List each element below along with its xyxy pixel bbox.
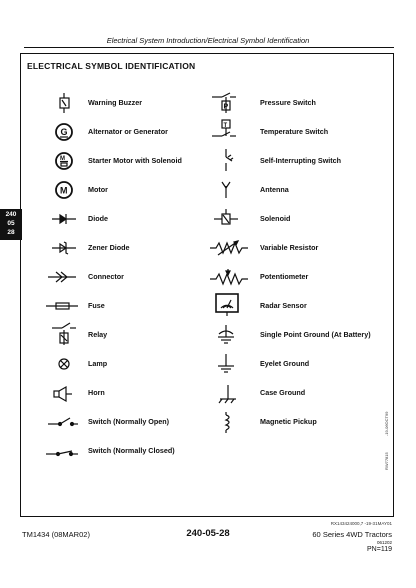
solenoid-icon bbox=[208, 209, 252, 229]
header-rule bbox=[24, 47, 394, 48]
antenna-icon bbox=[208, 180, 252, 200]
symbol-label: Pressure Switch bbox=[260, 98, 316, 107]
symbol-label: Variable Resistor bbox=[260, 243, 319, 252]
fuse-icon bbox=[36, 296, 80, 316]
case-ground-icon bbox=[208, 383, 252, 403]
symbol-label: Zener Diode bbox=[88, 243, 130, 252]
symbol-label: Horn bbox=[88, 388, 105, 397]
footer-date: 061202 bbox=[376, 540, 392, 545]
motor-icon bbox=[36, 180, 80, 200]
symbol-label: Starter Motor with Solenoid bbox=[88, 156, 182, 165]
symbol-label: Single Point Ground (At Battery) bbox=[260, 330, 371, 339]
bottom-code: RX143424000,7 -19-31MAY01 bbox=[330, 521, 392, 526]
symbol-label: Antenna bbox=[260, 185, 289, 194]
symbol-label: Switch (Normally Closed) bbox=[88, 446, 175, 455]
footer-product: 60 Series 4WD Tractors bbox=[312, 530, 392, 539]
switch-normally-closed-icon bbox=[36, 441, 80, 461]
symbol-label: Solenoid bbox=[260, 214, 291, 223]
switch-normally-open-icon bbox=[36, 412, 80, 432]
relay-icon bbox=[36, 325, 80, 345]
magnetic-pickup-icon bbox=[208, 412, 252, 432]
symbol-label: Switch (Normally Open) bbox=[88, 417, 170, 426]
pressure-switch-icon bbox=[208, 93, 252, 113]
self-interrupting-switch-icon bbox=[208, 151, 252, 171]
symbol-label: Alternator or Generator bbox=[88, 127, 168, 136]
header-title: Electrical System Introduction/Electrical Symbol Identification bbox=[106, 36, 310, 45]
footer-pn: PN=119 bbox=[367, 546, 392, 553]
eyelet-ground-icon bbox=[208, 354, 252, 374]
section-tab bbox=[0, 209, 22, 240]
horn-icon bbox=[36, 383, 80, 403]
symbol-label: Relay bbox=[88, 330, 108, 339]
symbol-label: Eyelet Ground bbox=[260, 359, 310, 368]
lamp-icon bbox=[36, 354, 80, 374]
footer-manual-id: TM1434 (08MAR02) bbox=[22, 530, 90, 539]
warning-buzzer-icon bbox=[36, 93, 80, 113]
symbol-label: Self-Interrupting Switch bbox=[260, 156, 342, 165]
tab-line-2: 05 bbox=[7, 220, 15, 227]
svg-text:G: G bbox=[60, 127, 68, 137]
svg-text:T: T bbox=[223, 123, 228, 129]
symbol-label: Diode bbox=[88, 214, 108, 223]
symbol-label: Fuse bbox=[88, 301, 105, 310]
symbol-label: Temperature Switch bbox=[260, 127, 329, 136]
potentiometer-icon bbox=[208, 267, 252, 287]
svg-text:M: M bbox=[60, 156, 65, 162]
symbol-label: Magnetic Pickup bbox=[260, 417, 317, 426]
symbol-label: Case Ground bbox=[260, 388, 306, 397]
symbol-label: Radar Sensor bbox=[260, 301, 307, 310]
tab-line-3: 28 bbox=[7, 229, 15, 236]
vertical-code-2: RW77815 bbox=[384, 452, 389, 470]
symbol-label: Connector bbox=[88, 272, 124, 281]
tab-line-1: 240 bbox=[5, 211, 17, 218]
symbol-label: Motor bbox=[88, 185, 108, 194]
symbol-label: Potentiometer bbox=[260, 272, 309, 281]
symbol-label: Lamp bbox=[88, 359, 108, 368]
single-point-ground-icon bbox=[208, 325, 252, 345]
svg-text:P: P bbox=[223, 103, 229, 111]
vertical-code-1: -19-06OCT99 bbox=[384, 411, 389, 436]
footer-page-number: 240-05-28 bbox=[186, 528, 230, 539]
diode-icon bbox=[36, 209, 80, 229]
starter-motor-icon bbox=[36, 151, 80, 171]
alternator-icon bbox=[36, 122, 80, 142]
symbol-label: Warning Buzzer bbox=[88, 98, 143, 107]
variable-resistor-icon bbox=[208, 238, 252, 258]
radar-sensor-icon bbox=[208, 296, 252, 316]
zener-diode-icon bbox=[36, 238, 80, 258]
connector-icon bbox=[36, 267, 80, 287]
svg-text:M: M bbox=[60, 185, 68, 196]
temperature-switch-icon bbox=[208, 122, 252, 142]
section-title: ELECTRICAL SYMBOL IDENTIFICATION bbox=[27, 61, 196, 71]
